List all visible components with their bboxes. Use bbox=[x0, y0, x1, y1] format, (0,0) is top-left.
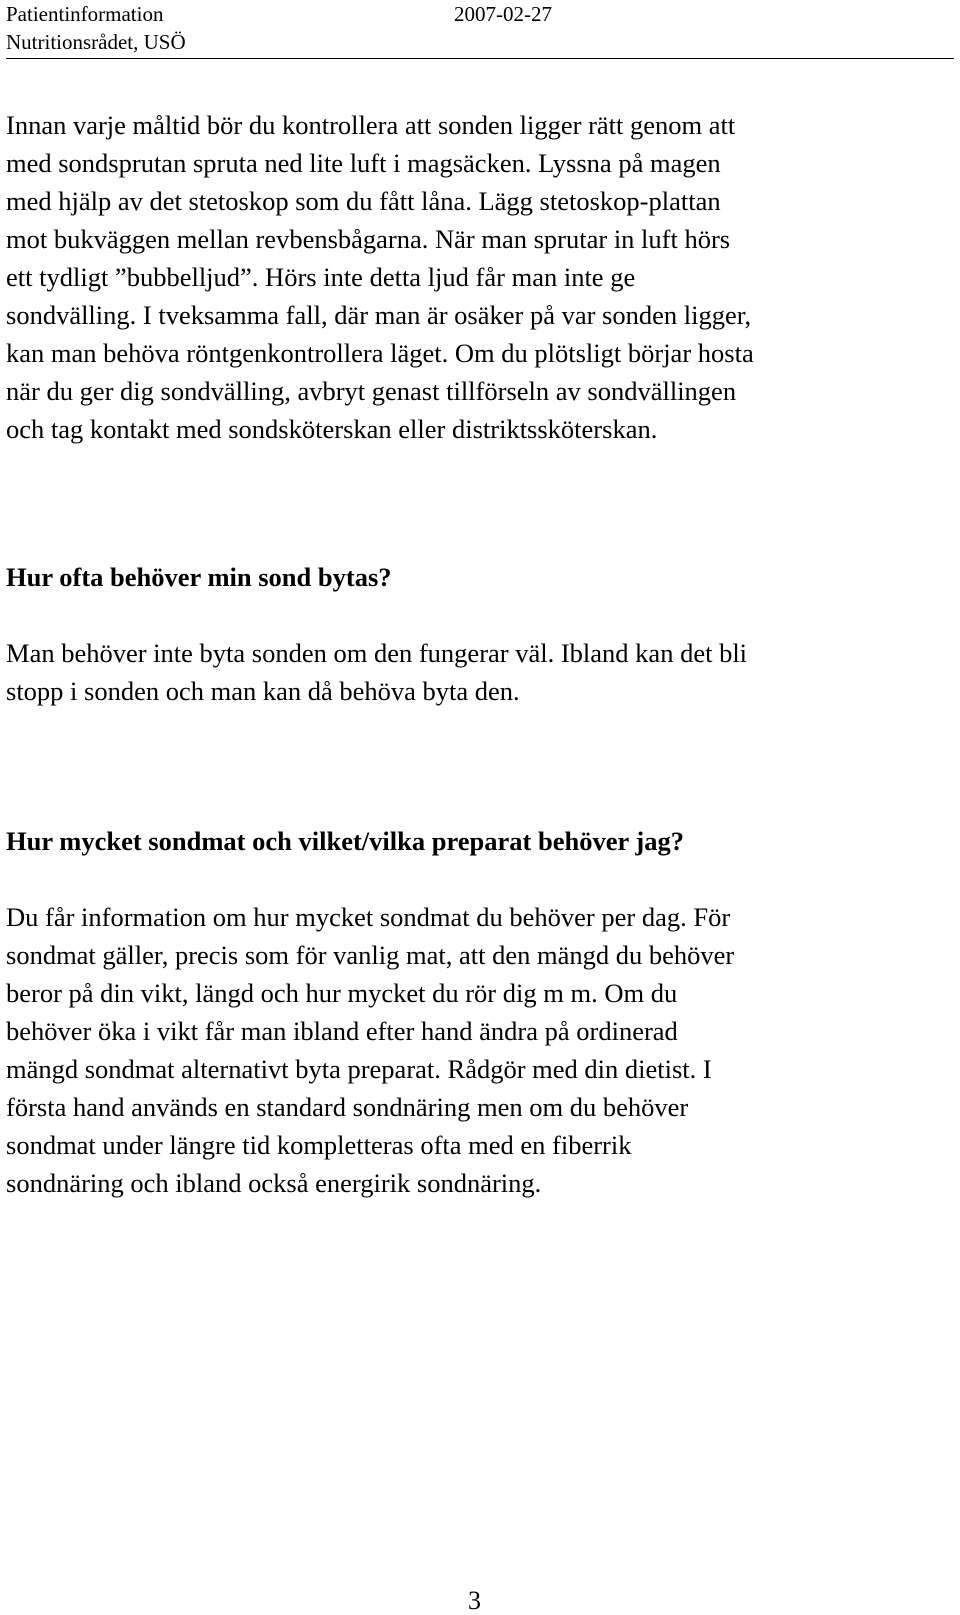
paragraph-line: Du får information om hur mycket sondmat du behöver per dag. För bbox=[6, 902, 731, 932]
paragraph-sondmat-amount bbox=[6, 898, 956, 1202]
paragraph-sond-replacement bbox=[6, 634, 956, 710]
paragraph-line: med sondsprutan spruta ned lite luft i magsäcken. Lyssna på magen bbox=[6, 148, 721, 178]
paragraph-line: mängd sondmat alternativt byta preparat. Rådgör med din dietist. I bbox=[6, 1054, 712, 1084]
paragraph-line: mot bukväggen mellan revbensbågarna. När man sprutar in luft hörs bbox=[6, 224, 731, 254]
paragraph-line: när du ger dig sondvälling, avbryt genast tillförseln av sondvällingen bbox=[6, 376, 737, 406]
paragraph-line: första hand används en standard sondnäring men om du behöver bbox=[6, 1092, 689, 1122]
paragraph-line: Innan varje måltid bör du kontrollera att sonden ligger rätt genom att bbox=[6, 110, 736, 140]
paragraph-line: sondmat gäller, precis som för vanlig mat, att den mängd du behöver bbox=[6, 940, 735, 970]
paragraph-line: beror på din vikt, längd och hur mycket du rör dig m m. Om du bbox=[6, 978, 678, 1008]
header-date: 2007-02-27 bbox=[454, 2, 552, 26]
paragraph-line: sondnäring och ibland också energirik sondnäring. bbox=[6, 1168, 542, 1198]
paragraph-line: behöver öka i vikt får man ibland efter hand ändra på ordinerad bbox=[6, 1016, 678, 1046]
header-organization: Nutritionsrådet, USÖ bbox=[6, 30, 186, 54]
header-left bbox=[6, 0, 186, 56]
header-document-type: Patientinformation bbox=[6, 2, 164, 26]
section-heading-sondmat-amount: Hur mycket sondmat och vilket/vilka preparat behöver jag? bbox=[6, 826, 684, 856]
paragraph-sond-check bbox=[6, 106, 956, 448]
page-header bbox=[6, 0, 954, 59]
paragraph-line: med hjälp av det stetoskop som du fått låna. Lägg stetoskop-plattan bbox=[6, 186, 721, 216]
page-number: 3 bbox=[468, 1586, 481, 1615]
paragraph-line: sondvälling. I tveksamma fall, där man är osäker på var sonden ligger, bbox=[6, 300, 752, 330]
header-right bbox=[454, 0, 552, 28]
paragraph-line: och tag kontakt med sondsköterskan eller distriktssköterskan. bbox=[6, 414, 658, 444]
paragraph-line: sondmat under längre tid kompletteras ofta med en fiberrik bbox=[6, 1130, 632, 1160]
paragraph-line: stopp i sonden och man kan då behöva byta den. bbox=[6, 676, 520, 706]
paragraph-line: kan man behöva röntgenkontrollera läget. Om du plötsligt börjar hosta bbox=[6, 338, 754, 368]
paragraph-line: Man behöver inte byta sonden om den fungerar väl. Ibland kan det bli bbox=[6, 638, 748, 668]
section-heading-sond-replacement: Hur ofta behöver min sond bytas? bbox=[6, 562, 392, 592]
paragraph-line: ett tydligt ”bubbelljud”. Hörs inte detta ljud får man inte ge bbox=[6, 262, 636, 292]
